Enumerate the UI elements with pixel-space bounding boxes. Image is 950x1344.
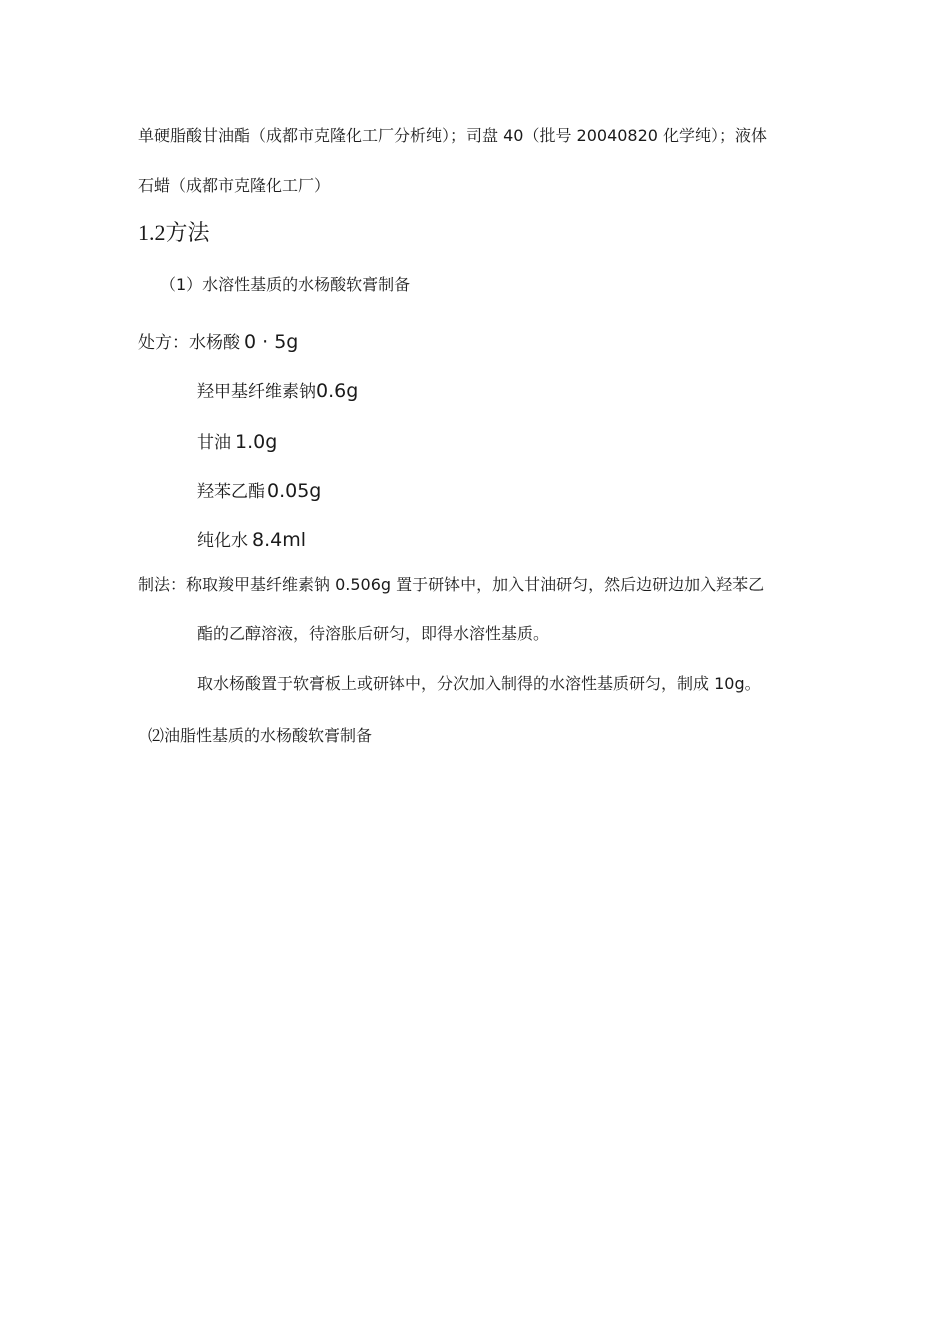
formula-item-name: 甘油 [197, 433, 231, 453]
materials-line-2: 石蜡（成都市克隆化工厂） [138, 176, 331, 195]
formula-prefix: 处方： [138, 333, 189, 353]
formula-line-1 [138, 331, 298, 354]
materials-line-1: 单硬脂酸甘油酯（成都市克隆化工厂分析纯）；司盘 40（批号 20040820 化学纯）；液体 [138, 126, 768, 145]
formula-item-amount: 0.05g [267, 480, 322, 502]
formula-item-amount: 0.6g [316, 380, 359, 402]
method-line-1 [138, 574, 764, 596]
formula-line-4 [197, 480, 321, 503]
section-title: 方法 [165, 221, 210, 246]
method-prefix: 制法： [138, 575, 187, 594]
formula-line-2 [197, 380, 358, 403]
formula-item-name: 纯化水 [197, 531, 248, 551]
formula-item-amount: 0 · 5g [244, 331, 299, 353]
formula-line-3 [197, 431, 277, 454]
formula-item-amount: 8.4ml [252, 529, 307, 551]
formula-item-amount: 1.0g [235, 431, 278, 453]
formula-item-name: 羟苯乙酯 [197, 482, 265, 502]
section-heading [138, 219, 210, 248]
formula-line-5 [197, 529, 306, 552]
formula-item-name: 羟甲基纤维素钠 [197, 382, 316, 402]
section-number: 1.2 [138, 220, 166, 245]
method-line-2: 酯的乙醇溶液，待溶胀后研匀，即得水溶性基质。 [197, 624, 550, 643]
method-line-3: 取水杨酸置于软膏板上或研钵中，分次加入制得的水溶性基质研匀，制成 10g。 [197, 674, 761, 693]
formula-item-name: 水杨酸 [189, 333, 240, 353]
method-text: 称取羧甲基纤维素钠 0.506g 置于研钵中，加入甘油研匀，然后边研边加入羟苯乙 [186, 575, 765, 594]
subsection-1-heading: （1）水溶性基质的水杨酸软膏制备 [160, 275, 411, 294]
subsection-2-heading: ⑵油脂性基质的水杨酸软膏制备 [148, 726, 373, 745]
